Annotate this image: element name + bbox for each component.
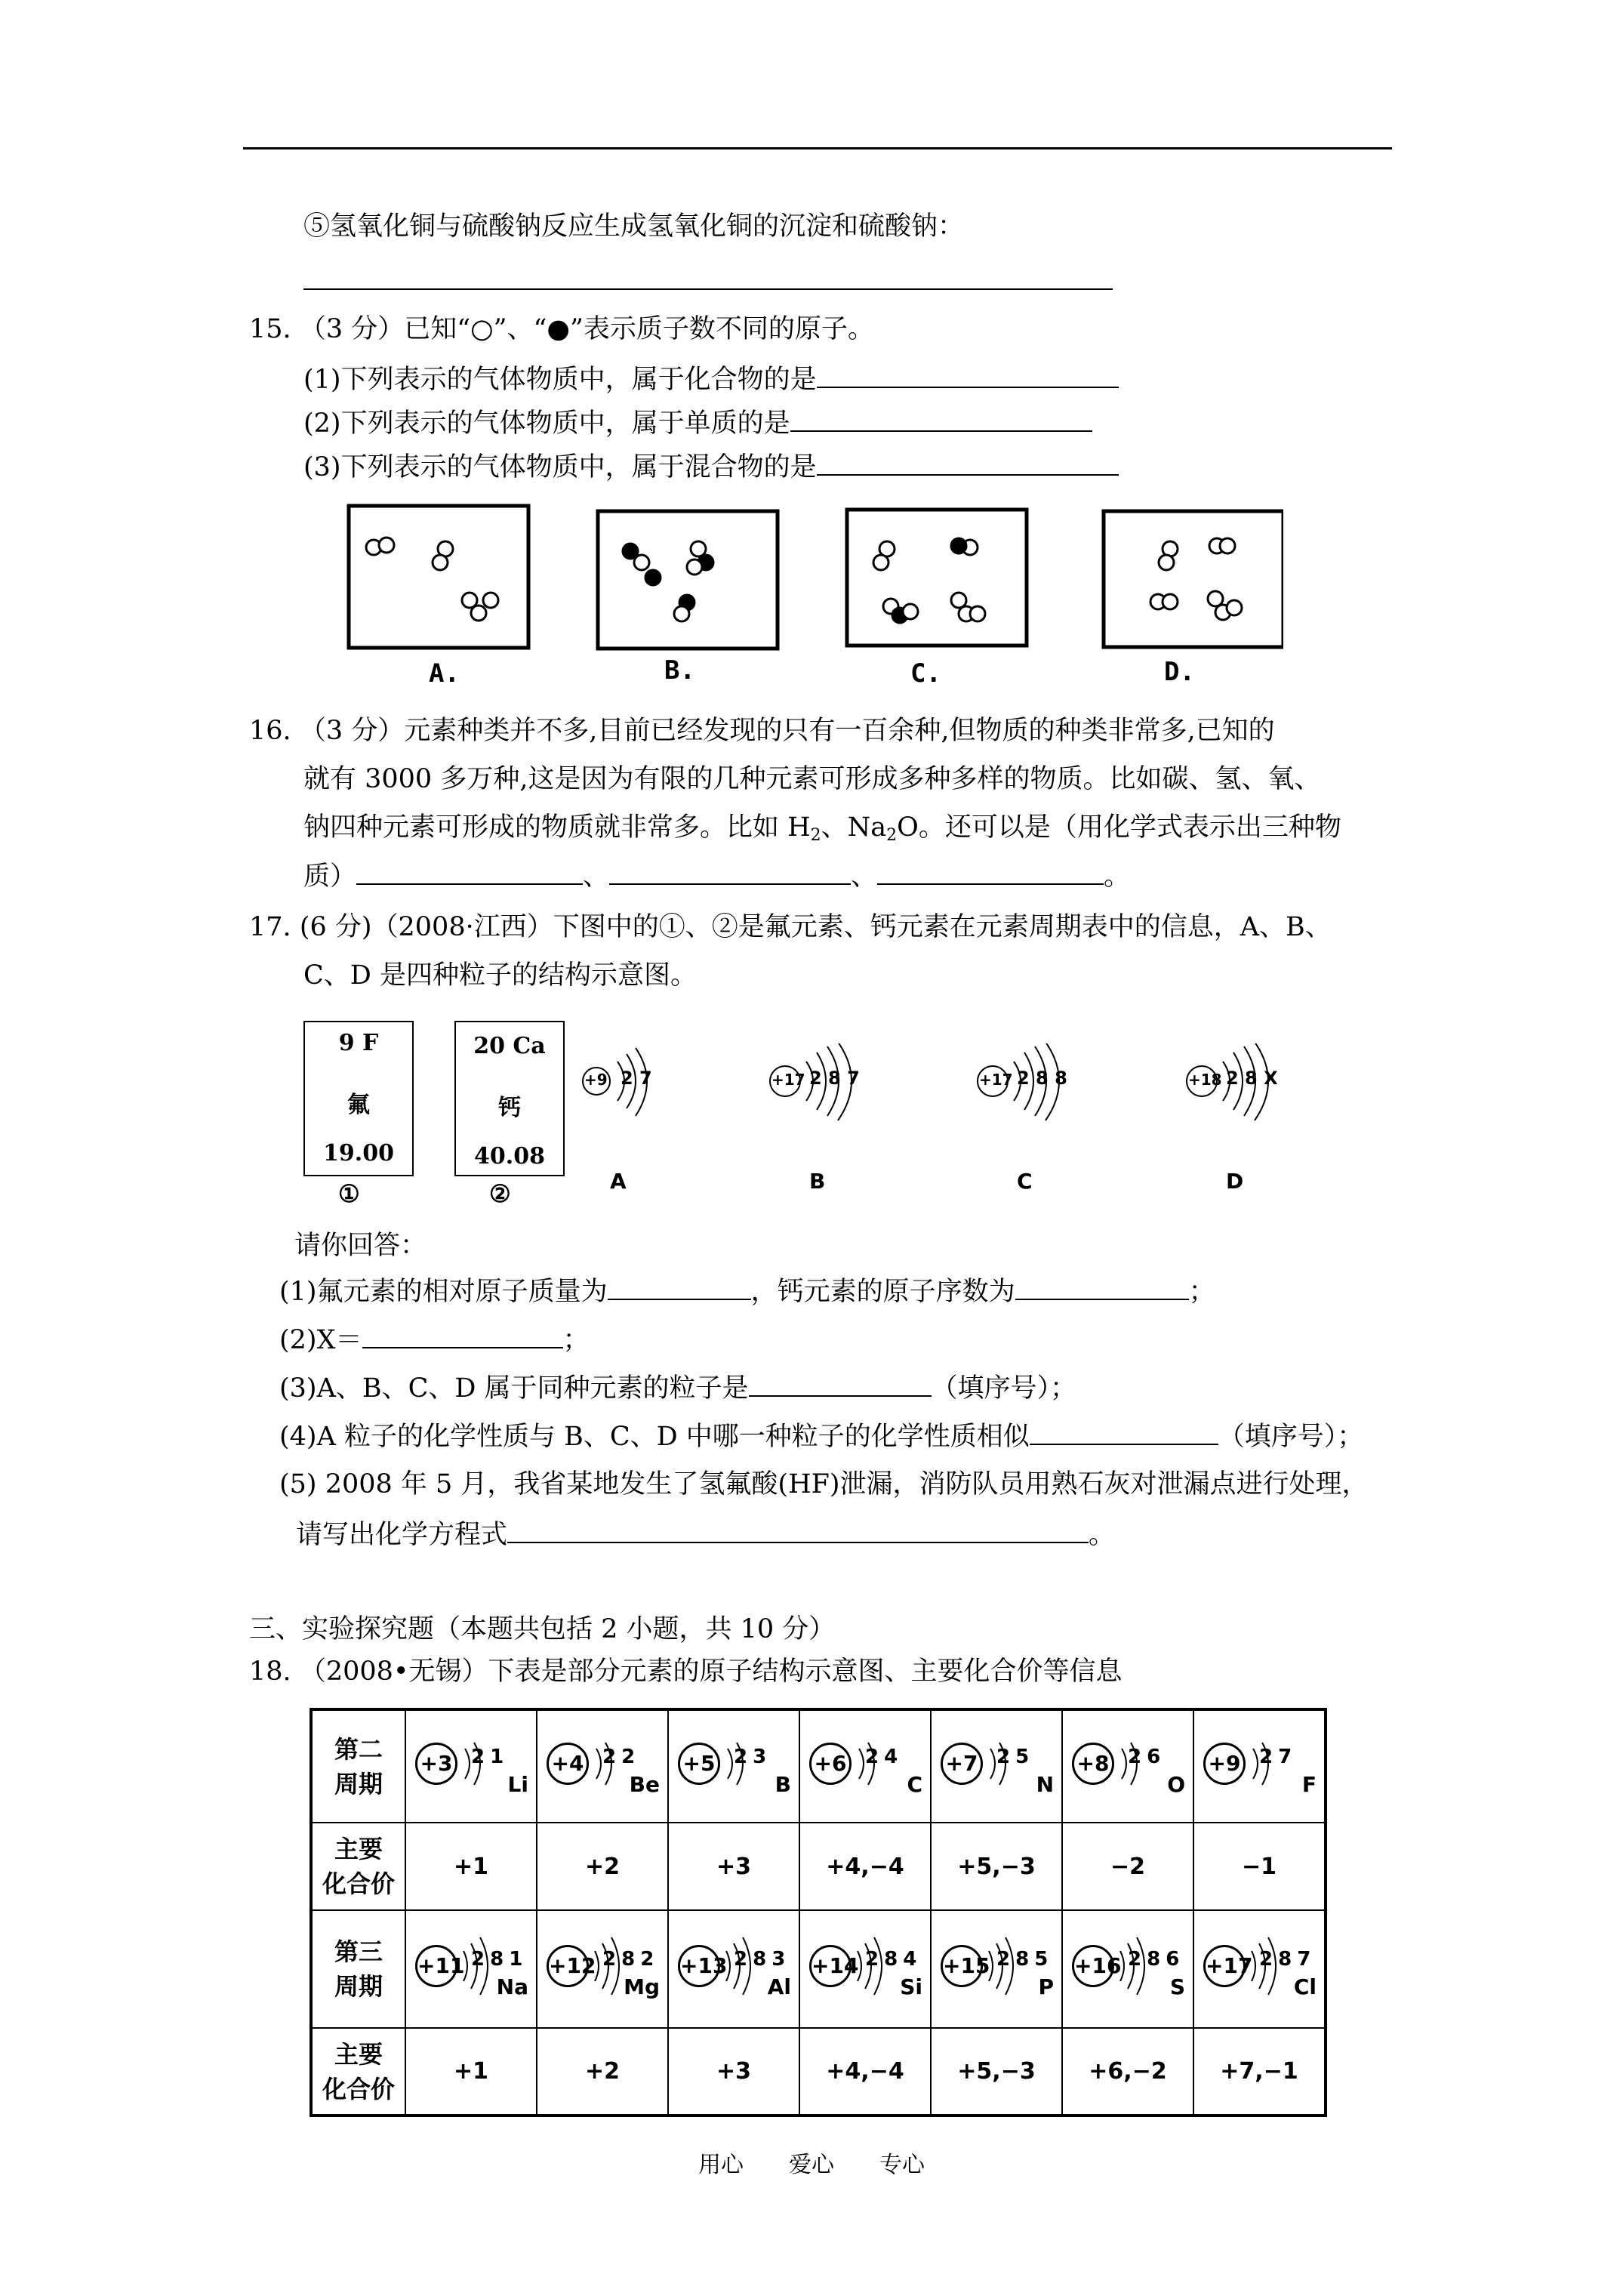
option-b-box <box>598 511 778 649</box>
fluorine-mass: 19.00 <box>323 1140 394 1166</box>
valence-o: −2 <box>1062 1823 1193 1910</box>
particle-d-label: D <box>1226 1169 1244 1194</box>
atom-be-electrons: 2 2 <box>602 1745 635 1768</box>
q16-sep-2: 、 <box>851 861 878 892</box>
q16-blank-3[interactable] <box>877 859 1104 885</box>
calcium-mass: 40.08 <box>474 1143 545 1170</box>
atom-al-electrons: 2 8 3 <box>734 1948 785 1971</box>
q16-line1-text: （3 分）元素种类并不多,目前已经发现的只有一百余种,但物质的种类非常多,已知的 <box>299 716 1275 746</box>
q17-a1 <box>279 1274 1215 1308</box>
atom-p-nucleus: +15 <box>941 1945 983 1987</box>
q17-a3-a: (3)A、B、C、D 属于同种元素的粒子是 <box>279 1373 749 1404</box>
atom-mg-nucleus: +12 <box>547 1945 589 1987</box>
valence-be: +2 <box>537 1823 668 1910</box>
q16-sub-h2: 2 <box>810 826 821 845</box>
q17-a2-blank[interactable] <box>362 1323 563 1348</box>
fluorine-label: ① <box>338 1179 360 1208</box>
option-b-label: B. <box>664 655 695 686</box>
q17-a5-a: 请写出化学方程式 <box>296 1520 508 1550</box>
q15-sub3-text: (3)下列表示的气体物质中，属于混合物的是 <box>303 452 817 482</box>
particle-a-nucleus: +9 <box>584 1071 608 1089</box>
table-row-period2 <box>311 1709 1326 1823</box>
atom-f <box>1193 1709 1326 1823</box>
atom-p-symbol: P <box>1038 1974 1054 1999</box>
option-d-box <box>1104 511 1283 647</box>
atom-cl-electrons: 2 8 7 <box>1259 1948 1310 1971</box>
q16-line3 <box>303 811 1341 852</box>
q18-number: 18. <box>249 1657 291 1687</box>
q16-blank-2[interactable] <box>609 859 851 885</box>
atom-al-symbol: Al <box>767 1974 791 1999</box>
atom-f-electrons: 2 7 <box>1259 1745 1292 1768</box>
q15-sub2 <box>303 406 1092 440</box>
element-info-table <box>310 1708 1327 2117</box>
valence-s: +6,−2 <box>1062 2028 1193 2116</box>
atom-mg <box>537 1910 668 2028</box>
atom-cl-nucleus: +17 <box>1203 1945 1246 1987</box>
q16-line1 <box>249 714 1275 747</box>
particle-c-electrons: 2 8 8 <box>1017 1068 1067 1089</box>
particle-a-label: A <box>610 1169 627 1194</box>
q16-line3-a: 钠四种元素可形成的物质就非常多。比如 H <box>303 812 811 843</box>
atom-na-symbol: Na <box>496 1974 528 1999</box>
q17-a1-b: ，钙元素的原子序数为 <box>750 1277 1015 1307</box>
row-header-valence2: 主要 化合价 <box>311 1823 405 1910</box>
atom-be-nucleus: +4 <box>547 1743 589 1785</box>
particle-b-electrons: 2 8 7 <box>809 1068 860 1089</box>
atom-be <box>537 1709 668 1823</box>
atom-si-electrons: 2 8 4 <box>865 1948 916 1971</box>
option-c-box <box>847 510 1027 646</box>
q15-sub3-blank[interactable] <box>817 450 1119 476</box>
page-footer: 用心 爱心 专心 <box>698 2152 925 2178</box>
q16-line4 <box>303 859 1130 893</box>
calcium-name: 钙 <box>498 1095 521 1121</box>
valence-si: +4,−4 <box>799 2028 931 2116</box>
atom-n-electrons: 2 5 <box>996 1745 1029 1768</box>
q17-prompt: 请你回答： <box>294 1231 427 1261</box>
q17-line1 <box>249 911 1332 944</box>
particle-b-label: B <box>809 1169 826 1194</box>
particle-d-shells <box>1179 1043 1300 1134</box>
particle-c-shells <box>970 1043 1091 1134</box>
valence-p: +5,−3 <box>931 2028 1062 2116</box>
particle-c-label: C <box>1017 1169 1033 1194</box>
particle-a <box>574 1043 679 1194</box>
atom-be-symbol: Be <box>629 1771 660 1797</box>
q16-line3-c: O。还可以是（用化学式表示出三种物 <box>897 812 1341 843</box>
q17-a5-line1: (5) 2008 年 5 月，我省某地发生了氢氟酸(HF)泄漏，消防队员用熟石灰对泄漏点进行处理， <box>279 1469 1369 1499</box>
atom-li <box>405 1709 537 1823</box>
particle-c-nucleus: +17 <box>979 1071 1013 1089</box>
atom-b <box>668 1709 799 1823</box>
atom-p <box>931 1910 1062 2028</box>
atom-c-symbol: C <box>907 1771 922 1797</box>
valence-cl: +7,−1 <box>1193 2028 1326 2116</box>
row-header-period2: 第二 周期 <box>311 1709 405 1823</box>
q17-a2 <box>279 1323 590 1357</box>
option-a-box <box>349 506 528 648</box>
option-c-label: C. <box>910 658 941 689</box>
q15-sub1 <box>303 362 1119 396</box>
row-header-period3: 第三 周期 <box>311 1910 405 2028</box>
fluorine-box <box>303 1021 414 1176</box>
q18-stem-text: （2008•无锡）下表是部分元素的原子结构示意图、主要化合价等信息 <box>299 1657 1123 1687</box>
atom-si-symbol: Si <box>900 1974 922 1999</box>
q15-sub3 <box>303 450 1119 484</box>
q18-stem <box>249 1655 1123 1688</box>
q17-a1-c: ； <box>1188 1277 1215 1307</box>
atom-f-symbol: F <box>1301 1771 1317 1797</box>
atom-b-electrons: 2 3 <box>734 1745 766 1768</box>
q17-line2: C、D 是四种粒子的结构示意图。 <box>303 960 697 991</box>
q16-line2: 就有 3000 多万种,这是因为有限的几种元素可形成多种多样的物质。比如碳、氢、氧、 <box>303 764 1321 794</box>
valence-mg: +2 <box>537 2028 668 2116</box>
q15-number: 15. <box>249 314 291 344</box>
q17-a4-b: （填序号）； <box>1218 1422 1364 1452</box>
atom-c <box>799 1709 931 1823</box>
q15-sub2-blank[interactable] <box>790 406 1092 432</box>
q17-a2-b: ； <box>562 1325 590 1355</box>
atom-mg-electrons: 2 8 2 <box>602 1948 654 1971</box>
atom-f-nucleus: +9 <box>1203 1743 1246 1785</box>
valence-f: −1 <box>1193 1823 1326 1910</box>
q17-a4 <box>279 1419 1363 1453</box>
atom-al-nucleus: +13 <box>678 1945 720 1987</box>
q15-molecule-diagrams <box>332 502 1283 698</box>
valence-na: +1 <box>405 2028 537 2116</box>
valence-li: +1 <box>405 1823 537 1910</box>
q16-line3-b: 、Na <box>821 812 887 843</box>
valence-b: +3 <box>668 1823 799 1910</box>
q17-a1-blank-1[interactable] <box>608 1274 751 1300</box>
atom-al <box>668 1910 799 2028</box>
table-row-valence2 <box>311 1823 1326 1910</box>
fluorine-number-symbol: 9 F <box>338 1030 379 1056</box>
atom-s-electrons: 2 8 6 <box>1128 1948 1179 1971</box>
q16-line4-a: 质） <box>303 861 357 892</box>
particle-b-shells <box>762 1043 883 1134</box>
atom-o <box>1062 1709 1193 1823</box>
particle-d-electrons: 2 8 X <box>1226 1068 1278 1089</box>
q15-stem <box>249 313 874 346</box>
atom-cl <box>1193 1910 1326 2028</box>
particle-c <box>970 1043 1091 1194</box>
q15-sub1-blank[interactable] <box>817 362 1119 388</box>
valence-al: +3 <box>668 2028 799 2116</box>
calcium-number-symbol: 20 Ca <box>473 1033 546 1059</box>
q16-number: 16. <box>249 716 291 746</box>
q17-a3-blank[interactable] <box>749 1371 932 1397</box>
atom-c-electrons: 2 4 <box>865 1745 898 1768</box>
option-d-label: D. <box>1164 657 1195 687</box>
q17-a2-a: (2)X＝ <box>279 1325 362 1355</box>
q17-a3 <box>279 1371 1076 1405</box>
q17-a3-b: （填序号）； <box>931 1373 1077 1404</box>
q17-a5-line2 <box>296 1518 1115 1552</box>
q17-number: 17. <box>249 912 291 942</box>
option-a-label: A. <box>429 658 460 689</box>
q16-sep-1: 、 <box>583 861 610 892</box>
atom-na-electrons: 2 8 1 <box>471 1948 522 1971</box>
atom-mg-symbol: Mg <box>624 1974 660 1999</box>
q17-a4-blank[interactable] <box>1030 1419 1218 1445</box>
fluorine-name: 氟 <box>347 1092 370 1118</box>
atom-o-nucleus: +8 <box>1072 1743 1114 1785</box>
atom-s-nucleus: +16 <box>1072 1945 1114 1987</box>
atom-li-nucleus: +3 <box>415 1743 457 1785</box>
atom-c-nucleus: +6 <box>809 1743 852 1785</box>
q17-a4-a: (4)A 粒子的化学性质与 B、C、D 中哪一种粒子的化学性质相似 <box>279 1422 1030 1452</box>
table-row-period3 <box>311 1910 1326 2028</box>
q17-a1-blank-2[interactable] <box>1015 1274 1189 1300</box>
table-row-valence3 <box>311 2028 1326 2116</box>
q16-blank-1[interactable] <box>356 859 583 885</box>
valence-c: +4,−4 <box>799 1823 931 1910</box>
atom-o-electrons: 2 6 <box>1128 1745 1160 1768</box>
particle-d-nucleus: +18 <box>1188 1071 1222 1089</box>
atom-li-symbol: Li <box>507 1771 528 1797</box>
q16-end: 。 <box>1104 861 1131 892</box>
q15-sub1-text: (1)下列表示的气体物质中，属于化合物的是 <box>303 365 817 395</box>
q17-line1-text: (6 分)（2008·江西）下图中的①、②是氟元素、钙元素在元素周期表中的信息，A、B、 <box>299 912 1332 942</box>
atom-si-nucleus: +14 <box>809 1945 852 1987</box>
atom-na-nucleus: +11 <box>415 1945 457 1987</box>
valence-n: +5,−3 <box>931 1823 1062 1910</box>
atom-li-electrons: 2 1 <box>471 1745 504 1768</box>
q15-stem-text: （3 分）已知“○”、“●”表示质子数不同的原子。 <box>299 314 874 344</box>
q17-a5-blank[interactable] <box>507 1518 1089 1543</box>
atom-p-electrons: 2 8 5 <box>996 1948 1048 1971</box>
q17-a1-a: (1)氟元素的相对原子质量为 <box>279 1277 608 1307</box>
atom-n-nucleus: +7 <box>941 1743 983 1785</box>
atom-n-symbol: N <box>1036 1771 1054 1797</box>
particle-a-shells <box>574 1043 679 1134</box>
q14-item5: ⑤氢氧化铜与硫酸钠反应生成氢氧化铜的沉淀和硫酸钠： <box>303 211 965 242</box>
particle-b <box>762 1043 883 1194</box>
row-header-valence3: 主要 化合价 <box>311 2028 405 2116</box>
atom-si <box>799 1910 931 2028</box>
atom-n <box>931 1709 1062 1823</box>
atom-s <box>1062 1910 1193 2028</box>
particle-a-electrons: 2 7 <box>621 1068 652 1089</box>
calcium-box <box>454 1021 565 1176</box>
q16-sub-na2o: 2 <box>886 826 898 845</box>
particle-b-nucleus: +17 <box>771 1071 805 1089</box>
atom-na <box>405 1910 537 2028</box>
section3-title: 三、实验探究题（本题共包括 2 小题，共 10 分） <box>249 1614 836 1644</box>
atom-s-symbol: S <box>1169 1974 1185 1999</box>
q17-a5-b: 。 <box>1089 1520 1116 1550</box>
atom-b-nucleus: +5 <box>678 1743 720 1785</box>
calcium-label: ② <box>489 1179 511 1208</box>
q14-item5-answer-line[interactable] <box>303 288 1113 290</box>
atom-cl-symbol: Cl <box>1293 1974 1317 1999</box>
header-rule <box>243 147 1392 149</box>
atom-b-symbol: B <box>775 1771 791 1797</box>
particle-d <box>1179 1043 1300 1194</box>
atom-o-symbol: O <box>1167 1771 1185 1797</box>
q15-sub2-text: (2)下列表示的气体物质中，属于单质的是 <box>303 408 790 439</box>
